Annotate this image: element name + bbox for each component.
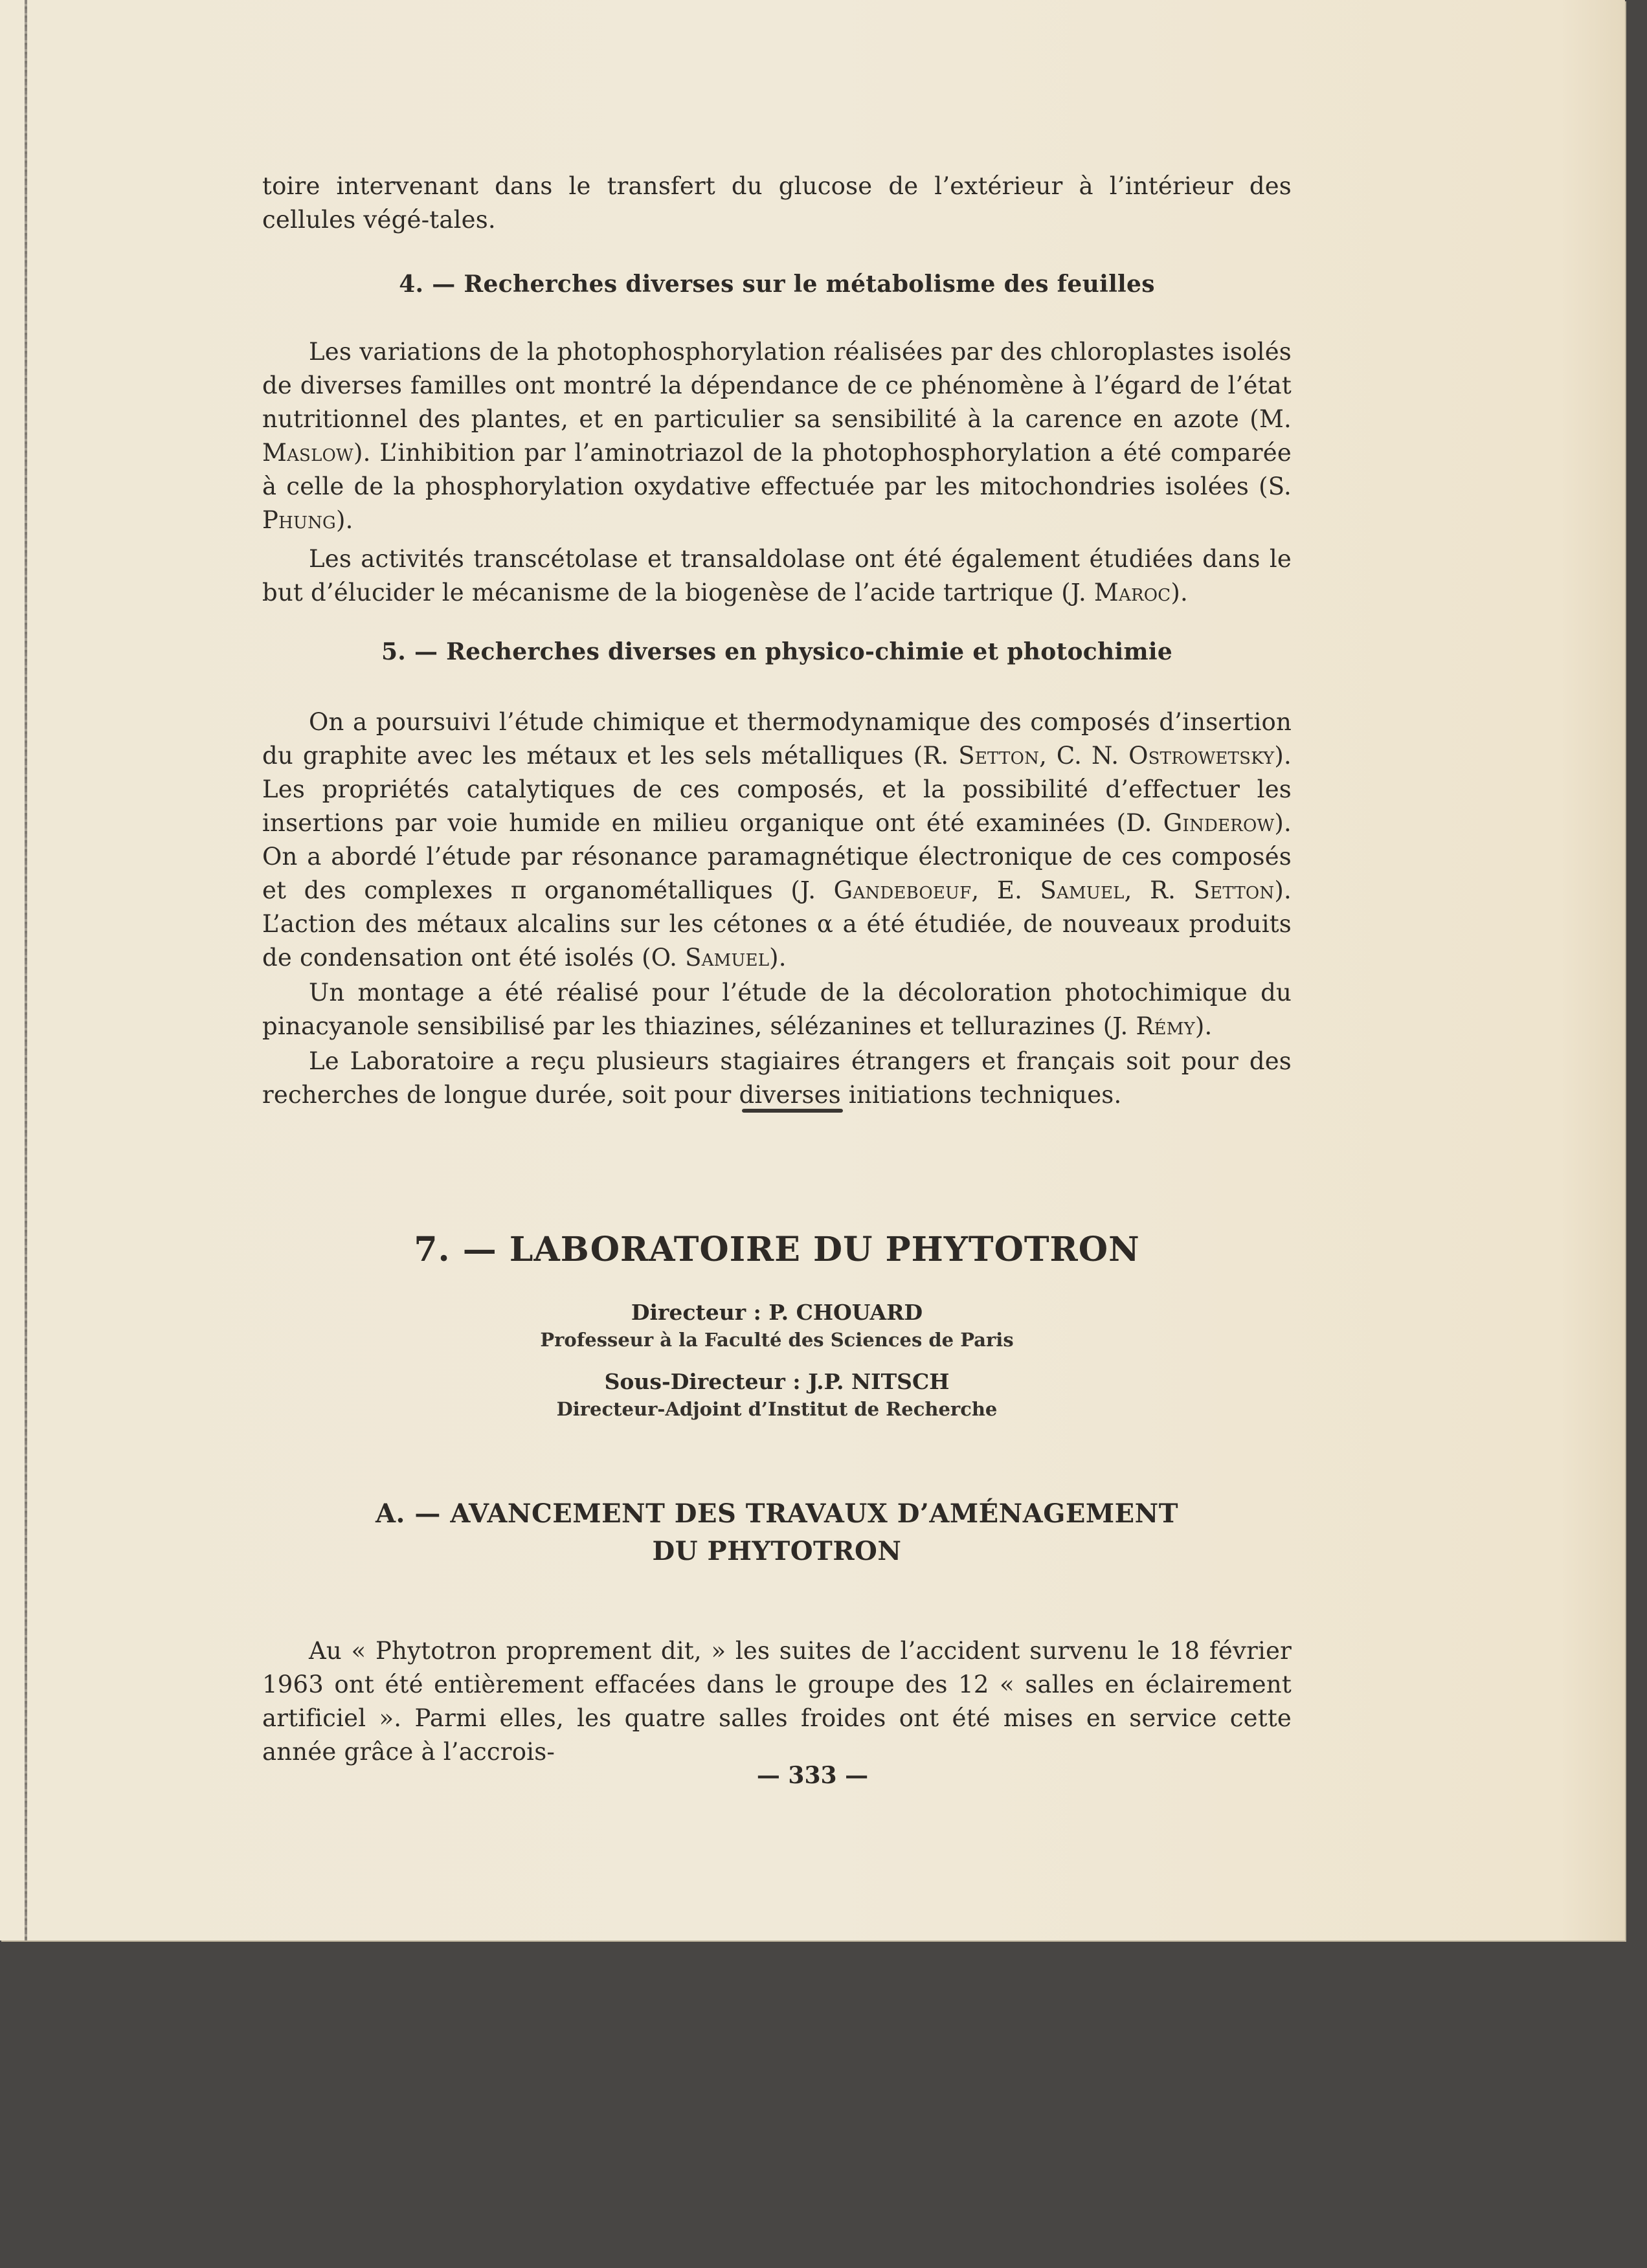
text-run: Les activités transcétolase et transaldolase ont été également étudiées dans le but d’élucider le mécanisme de la biogenèse de l’acide tartrique (J. bbox=[262, 545, 1292, 606]
section-4-heading: 4. — Recherches diverses sur le métabolisme des feuilles bbox=[399, 271, 1155, 298]
section-5-heading: 5. — Recherches diverses en physico-chimie et photochimie bbox=[381, 638, 1173, 665]
section-4-paragraph-2 bbox=[262, 542, 1292, 610]
subdirector-line: Sous-Directeur : J.P. NITSCH bbox=[604, 1369, 950, 1394]
author-name: Gandeboeuf bbox=[833, 876, 972, 904]
subsection-a bbox=[262, 1495, 1292, 1570]
text-run: Un montage a été réalisé pour l’étude de la décoloration photochimique du pinacyanole sensibilisé par les thiazines, sélézanines et tellurazines (J. bbox=[262, 979, 1292, 1040]
section-divider bbox=[742, 1109, 843, 1113]
text-run: ). On a abordé l’étude par résonance paramagnétique électronique de ces composés et des complexes π organométalliques (J. bbox=[262, 809, 1292, 904]
section-4-paragraph-1 bbox=[262, 335, 1292, 537]
section-5-paragraph-2 bbox=[262, 976, 1292, 1043]
section-4 bbox=[262, 271, 1292, 298]
subsection-a-paragraph: Au « Phytotron proprement dit, » les suites de l’accident survenu le 18 février 1963 ont été entièrement effacées dans le groupe des 12 « salles en éclairement artificiel ». Parmi elles, les quatre salles froides ont été mises en service cette année grâce à l’accrois- bbox=[262, 1637, 1292, 1766]
section-5 bbox=[262, 638, 1292, 665]
section-5-paragraph-3: Le Laboratoire a reçu plusieurs stagiaires étrangers et français soit pour des recherches de longue durée, soit pour diverses initiations techniques. bbox=[262, 1047, 1292, 1109]
text-run: ). bbox=[1171, 579, 1188, 606]
author-name: Maslow bbox=[262, 439, 353, 467]
author-name: Maroc bbox=[1093, 579, 1171, 606]
text-run: Les variations de la photophosphorylation réalisées par des chloroplastes isolés de diverses familles ont montré la dépendance de ce phénomène à l’égard de l’état nutritionnel des plantes, et en particulier sa sensibilité à la carence en azote (M. bbox=[262, 338, 1292, 433]
text-run: ). bbox=[769, 944, 787, 972]
text-run: ). Les propriétés catalytiques de ces composés, et la possibilité d’effectuer les insertions par voie humide en milieu organique ont été examinées (D. bbox=[262, 742, 1292, 837]
director-title: Professeur à la Faculté des Sciences de Paris bbox=[540, 1329, 1014, 1351]
author-name: Ginderow bbox=[1163, 809, 1275, 837]
binding-edge bbox=[25, 0, 27, 1940]
director-line: Directeur : P. CHOUARD bbox=[631, 1300, 923, 1325]
text-run: ). L’action des métaux alcalins sur les cétones α a été étudiée, de nouveaux produits de condensation ont été isolés (O. bbox=[262, 876, 1292, 972]
text-run: ). bbox=[1194, 1012, 1213, 1040]
subsection-a-body bbox=[262, 1634, 1292, 1769]
section-5-paragraph-1 bbox=[262, 706, 1292, 975]
text-run: On a poursuivi l’étude chimique et thermodynamique des composés d’insertion du graphite avec les métaux et les sels métalliques (R. bbox=[262, 708, 1292, 770]
text-run: ). bbox=[336, 506, 353, 534]
subsection-a-heading-line-1: A. — AVANCEMENT DES TRAVAUX D’AMÉNAGEMENT bbox=[375, 1498, 1178, 1529]
text-run: , C. N. bbox=[1039, 742, 1129, 770]
text-run: ). L’inhibition par l’aminotriazol de la photophosphorylation a été comparée à celle de la phosphorylation oxydative effectuée par les mitochondries isolées (S. bbox=[262, 439, 1292, 500]
author-name: Samuel bbox=[1040, 876, 1125, 904]
page-number: — 333 — bbox=[756, 1762, 869, 1789]
continuation-paragraph: toire intervenant dans le transfert du glucose de l’extérieur à l’intérieur des cellules végé-tales. bbox=[262, 172, 1292, 234]
text-run: , E. bbox=[971, 876, 1040, 904]
section-7-heading: 7. — LABORATOIRE DU PHYTOTRON bbox=[414, 1230, 1140, 1269]
text-run: , R. bbox=[1124, 876, 1194, 904]
author-name: Samuel bbox=[685, 944, 770, 972]
section-7 bbox=[262, 1230, 1292, 1269]
section-5-body bbox=[262, 706, 1292, 1112]
subdirector-title: Directeur-Adjoint d’Institut de Recherche bbox=[556, 1398, 998, 1420]
author-name: Setton bbox=[1193, 876, 1275, 904]
author-name: Ostrowetsky bbox=[1128, 742, 1275, 770]
subsection-a-heading-line-2: DU PHYTOTRON bbox=[652, 1536, 902, 1566]
author-name: Phung bbox=[262, 506, 337, 534]
author-name: Rémy bbox=[1136, 1012, 1195, 1040]
directors-block bbox=[262, 1300, 1292, 1420]
continuation-block bbox=[262, 170, 1292, 237]
section-4-body bbox=[262, 335, 1292, 610]
author-name: Setton bbox=[958, 742, 1040, 770]
